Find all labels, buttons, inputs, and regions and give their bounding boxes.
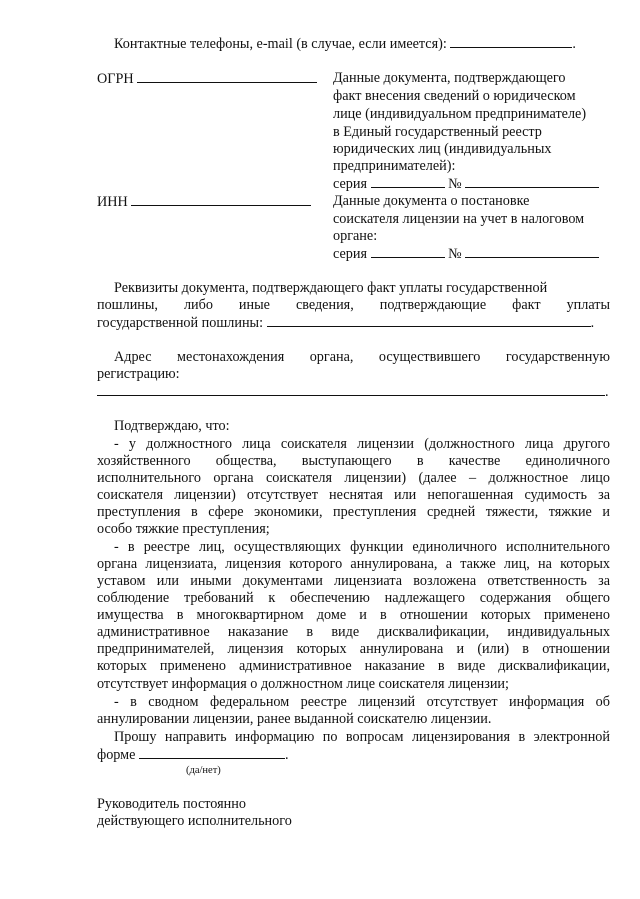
ogrn-doc-line: в Единый государственный реестр (333, 124, 542, 140)
inn-series-input[interactable] (371, 245, 445, 258)
request-input-row (97, 746, 289, 764)
confirm-heading: Подтверждаю, что: (114, 418, 230, 434)
request-line: Прошу направить информацию по вопросам лицензирования в электронной (114, 729, 610, 745)
contacts-row (114, 35, 576, 53)
ogrn-doc-line: факт внесения сведений о юридическом (333, 88, 576, 104)
signature-line: действующего исполнительного (97, 813, 292, 829)
ogrn-row (97, 70, 317, 88)
inn-number-input[interactable] (465, 245, 599, 258)
ogrn-series-input[interactable] (371, 175, 445, 188)
request-line-text: форме (97, 747, 136, 763)
inn-input[interactable] (131, 193, 311, 206)
confirm-line: имущества в многоквартирном доме и в отношении которых применено (97, 607, 610, 623)
confirm-line: предпринимателей, лицензия которых аннулирована и (или) в отношении (97, 641, 610, 657)
inn-series-row (333, 245, 599, 263)
confirm-line: административное наказание в виде дисквалификации, индивидуальных (97, 624, 610, 640)
ogrn-doc-line: Данные документа, подтверждающего (333, 70, 566, 86)
address-input[interactable] (97, 383, 605, 396)
fee-line (114, 280, 610, 297)
address-line: Адрес местонахождения органа, осуществившего государственную (114, 349, 610, 365)
fee-input[interactable] (267, 314, 591, 327)
ogrn-number-input[interactable] (465, 175, 599, 188)
contacts-input[interactable] (450, 35, 572, 48)
fee-last-line (97, 314, 594, 332)
ogrn-input[interactable] (137, 70, 317, 83)
fee-line-text: государственной пошлины: (97, 315, 264, 331)
ogrn-doc-line: юридических лиц (индивидуальных (333, 141, 552, 157)
ogrn-label: ОГРН (97, 71, 134, 87)
confirm-line: хозяйственного общества, выступающего в качестве единоличного (97, 453, 610, 469)
request-input[interactable] (139, 746, 285, 759)
confirm-line: уставом или иными документами лицензиата возложена ответственность за (97, 573, 610, 589)
contacts-end: . (572, 36, 576, 52)
ogrn-doc-line: предпринимателей): (333, 158, 456, 174)
confirm-line: органа лицензиата, лицензия которого аннулирована, а также лиц, на которых (97, 556, 610, 572)
ogrn-series-label: серия (333, 176, 367, 192)
address-end: . (605, 384, 609, 400)
confirm-line: соискателя лицензии) отсутствует неснятая или непогашенная судимость за (97, 487, 610, 503)
inn-row (97, 193, 311, 211)
confirm-line: соблюдение требований к обеспечению надлежащего содержания общего (97, 590, 610, 606)
inn-doc-line: соискателя лицензии на учет в налоговом (333, 211, 585, 227)
confirm-line: особо тяжкие преступления; (97, 521, 270, 537)
ogrn-doc-line: лице (индивидуальном предпринимателе) (333, 106, 587, 122)
fee-line-text: Реквизиты документа, подтверждающего факт уплаты государственной (114, 280, 548, 296)
confirm-line: преступления в сфере экономики, преступления средней тяжести, тяжкие и (97, 504, 610, 520)
inn-series-label: серия (333, 246, 367, 262)
address-input-row (97, 383, 609, 401)
request-hint: (да/нет) (186, 765, 221, 776)
confirm-line: исполнительного органа соискателя лицензии) (далее – должностное лицо (97, 470, 610, 486)
signature-line: Руководитель постоянно (97, 796, 246, 812)
contacts-label: Контактные телефоны, e-mail (в случае, если имеется): (114, 36, 447, 52)
request-end: . (285, 747, 289, 763)
inn-doc-line: органе: (333, 228, 378, 244)
inn-label: ИНН (97, 194, 128, 210)
fee-line: пошлины, либо иные сведения, подтверждающие факт уплаты (97, 297, 610, 313)
confirm-line: которых применено административное наказание в виде дисквалификации, (97, 658, 610, 674)
confirm-line: - в реестре лиц, осуществляющих функции единоличного исполнительного (114, 539, 610, 555)
fee-end: . (590, 315, 595, 331)
confirm-line: аннулировании лицензии, ранее выданной соискателю лицензии. (97, 711, 492, 727)
confirm-line: - в сводном федеральном реестре лицензий отсутствует информация об (114, 694, 610, 710)
inn-number-label: № (448, 246, 462, 262)
address-line: регистрацию: (97, 366, 180, 382)
ogrn-series-row (333, 175, 599, 193)
confirm-line: - у должностного лица соискателя лицензии (должностного лица другого (114, 436, 610, 452)
ogrn-number-label: № (448, 176, 462, 192)
confirm-line: отсутствует информация о должностном лице соискателя лицензии; (97, 676, 509, 692)
inn-doc-line: Данные документа о постановке (333, 193, 530, 209)
